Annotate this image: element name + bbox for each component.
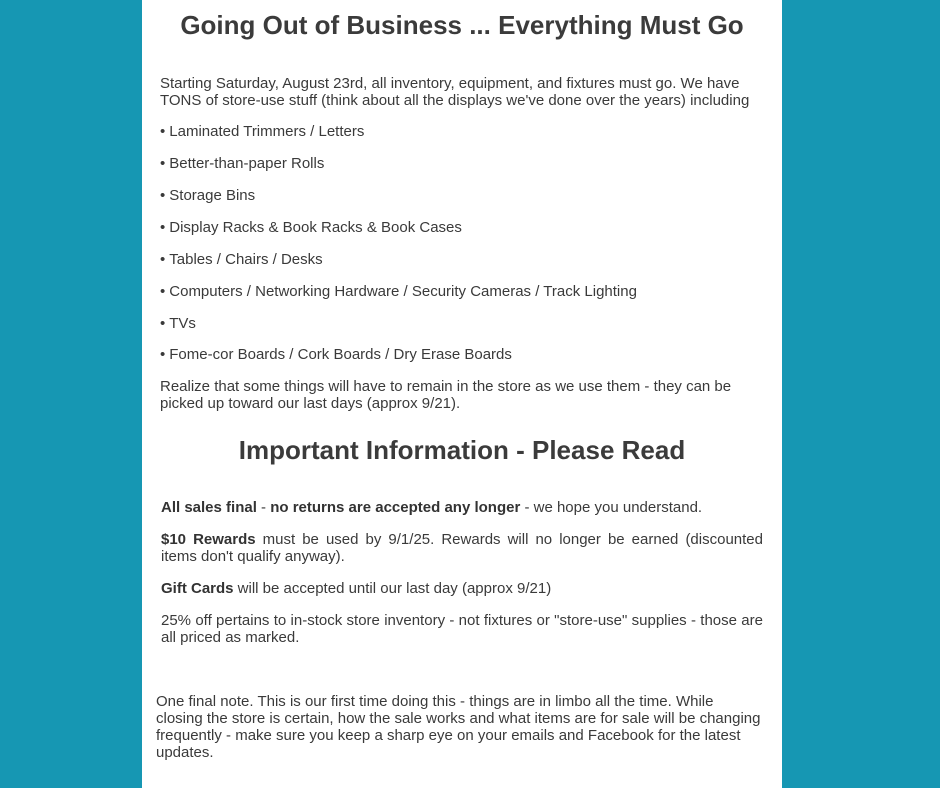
list-item-label: Laminated Trimmers / Letters — [169, 123, 365, 140]
gift-cards-label: Gift Cards — [161, 580, 234, 597]
bullet-icon: • — [160, 187, 166, 204]
list-item-label: Computers / Networking Hardware / Security Cameras / Track Lighting — [169, 283, 637, 300]
no-returns-label: no returns are accepted any longer — [270, 499, 521, 516]
list-item — [160, 219, 760, 236]
bullet-icon: • — [160, 315, 166, 332]
info-section-title: Important Information - Please Read — [238, 435, 686, 465]
page-title: Going Out of Business ... Everything Must Go — [180, 10, 744, 40]
remain-note-paragraph: Realize that some things will have to remain in the store as we use them - they can be picked up toward our last days (approx 9/21). — [160, 378, 732, 412]
sales-final-separator: - — [256, 499, 271, 516]
bullet-icon: • — [160, 346, 166, 363]
list-item — [160, 155, 760, 172]
sales-final-text: - we hope you understand. — [520, 499, 703, 516]
list-item — [160, 251, 760, 268]
sales-final-paragraph — [161, 499, 763, 516]
rewards-text: must be used by 9/1/25. Rewards will no longer be earned (discounted items don't qualify anyway). — [161, 531, 763, 565]
gift-cards-text: will be accepted until our last day (approx 9/21) — [233, 580, 552, 597]
intro-paragraph: Starting Saturday, August 23rd, all inventory, equipment, and fixtures must go. We have TONS of store-use stuff (think about all the displays we've done over the years) including — [160, 75, 750, 109]
bullet-icon: • — [160, 123, 166, 140]
list-item-label: Tables / Chairs / Desks — [169, 251, 323, 268]
list-item-label: Display Racks & Book Racks & Book Cases — [169, 219, 462, 236]
list-item — [160, 283, 760, 300]
list-item-label: Better-than-paper Rolls — [169, 155, 325, 172]
rewards-paragraph — [161, 531, 763, 565]
bullet-icon: • — [160, 219, 166, 236]
bullet-icon: • — [160, 155, 166, 172]
list-item-label: Storage Bins — [169, 187, 256, 204]
list-item-label: TVs — [169, 315, 196, 332]
list-item — [160, 346, 760, 363]
discount-paragraph: 25% off pertains to in-stock store inventory - not fixtures or "store-use" supplies - those are all priced as marked. — [161, 612, 763, 646]
bullet-icon: • — [160, 283, 166, 300]
list-item — [160, 315, 760, 332]
rewards-label: $10 Rewards — [161, 531, 256, 548]
sales-final-label: All sales final — [161, 499, 257, 516]
flyer-page — [142, 0, 782, 788]
bullet-icon: • — [160, 251, 166, 268]
list-item-label: Fome-cor Boards / Cork Boards / Dry Erase Boards — [169, 346, 512, 363]
final-note-paragraph: One final note. This is our first time doing this - things are in limbo all the time. While closing the store is certain, how the sale works and what items are for sale will be changing frequently - make sure you keep a sharp eye on your emails and Facebook for the latest updates. — [156, 693, 761, 761]
gift-cards-paragraph — [161, 580, 763, 597]
list-item — [160, 187, 760, 204]
list-item — [160, 123, 760, 140]
